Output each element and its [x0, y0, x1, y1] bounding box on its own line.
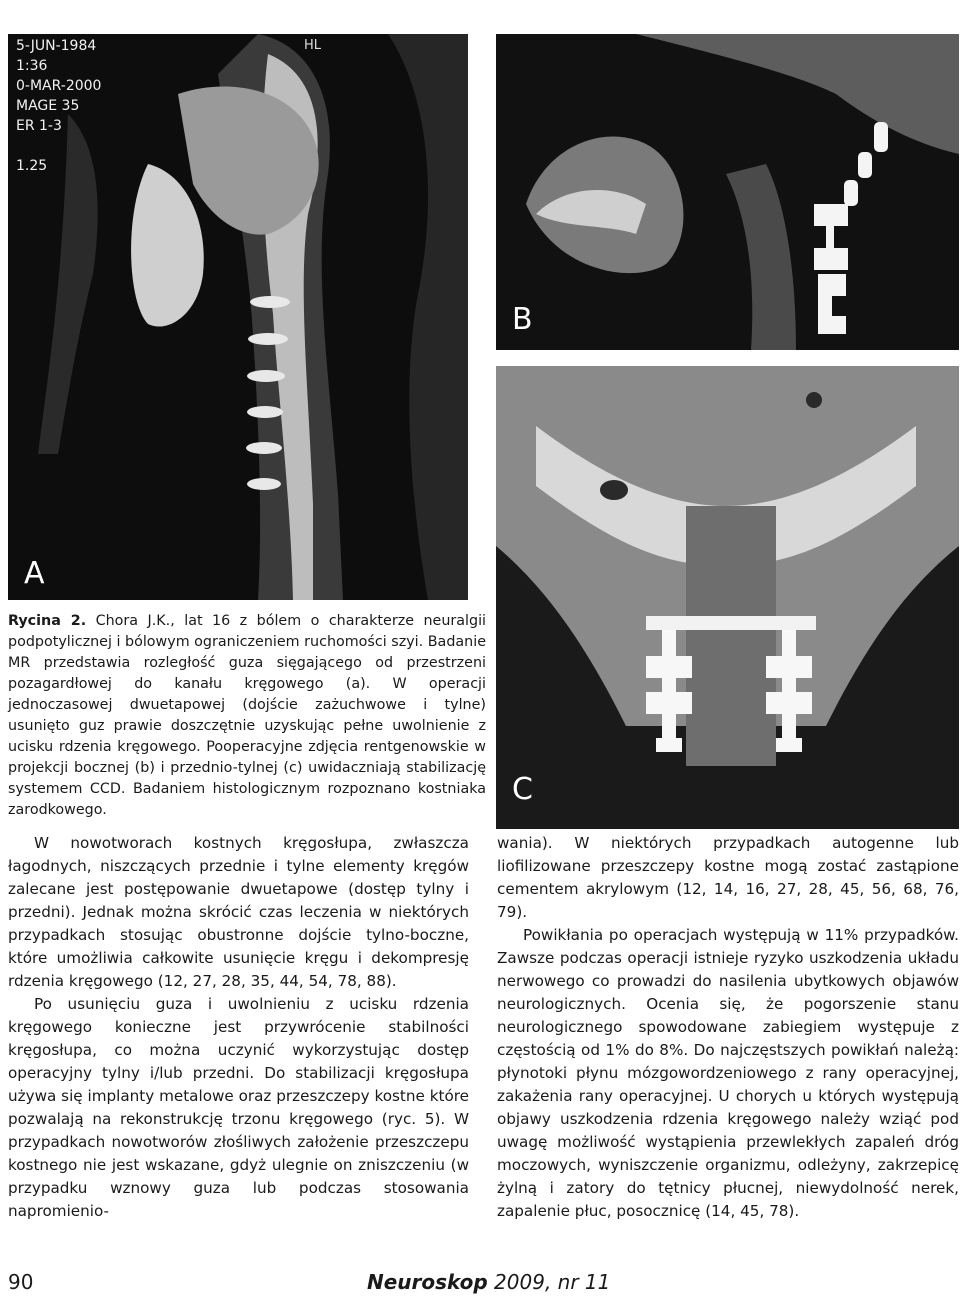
figure-caption [8, 611, 486, 821]
paragraph: wania). W niektórych przypadkach autogenne lub liofilizowane przeszczepy kostne mogą zostać zastąpione cementem akrylowym (12, 14, 16, 27, 28, 45, 56, 68, 76, 79). [497, 834, 959, 921]
paragraph: Po usunięciu guza i uwolnieniu z ucisku rdzenia kręgowego konieczne jest przywrócenie stabilności kręgosłupa, co można uczynić wykorzystując dostęp operacyjny tylny i/lub przedni. Do stabilizacji kręgosłupa używa się implanty metalowe oraz przeszczepy kostne które pozwalają na rekonstrukcję trzonu kręgowego (ryc. 5). W przypadkach nowotworów złośliwych założenie przeszczepu kostnego nie jest wskazane, gdyż ulegnie on zniszczeniu (w przypadku wznowy guza lub podczas stosowania napromienio- [8, 995, 469, 1220]
caption-lead: Rycina 2. [8, 613, 87, 629]
mri-overlay-corner-text: HL [304, 38, 322, 53]
panel-label-b: B [512, 302, 533, 337]
mri-overlay-text: 5-JUN-1984 1:36 0-MAR-2000 MAGE 35 ER 1-3 1.25 [16, 38, 102, 174]
paragraph: Powikłania po operacjach występują w 11% przypadków. Zawsze podczas operacji istnieje ryzyko uszkodzenia układu nerwowego co prowadzi do nasilenia ubytkowych objawów neurologicznych. Ocenia się, że pogorszenie stanu neurologicznego spowodowane zabiegiem występuje z częstością od 1% do 8%. Do najczęstszych powikłań należą: płynotoki płynu mózgowordzeniowego z rany operacyjnej, zakażenia rany operacyjnej. U chorych u których występują objawy uszkodzenia rdzenia kręgowego należy wziąć pod uwagę możliwość wystąpienia przewlekłych zapaleń dróg moczowych, wyniszczenie organizmu, odleżyny, zakrzepicę żylną i zatory do tętnicy płucnej, niewydolność nerek, zapalenie płuc, posocznicę (14, 45, 78). [497, 926, 959, 1220]
right-column [497, 832, 959, 1223]
journal-footer [367, 1270, 610, 1294]
xray-lateral-illustration [496, 34, 959, 350]
journal-name: Neuroskop [367, 1270, 488, 1294]
paragraph: W nowotworach kostnych kręgosłupa, zwłaszcza łagodnych, niszczących przednie i tylne elementy kręgów zalecane jest postępowanie dwuetapowe (dostęp tylny i przedni). Jednak można skrócić czas leczenia w niektórych przypadkach stosując obustronne dojście tylno-boczne, które umożliwia całkowite usunięcie kręgu i dekompresję rdzenia kręgowego (12, 27, 28, 35, 44, 54, 78, 88). [8, 834, 469, 990]
left-column [8, 832, 469, 1223]
journal-issue: 2009, nr 11 [487, 1270, 611, 1294]
mri-image-panel-a [8, 34, 468, 600]
panel-label-c: C [512, 772, 533, 807]
panel-label-a: A [24, 556, 45, 591]
caption-body: Chora J.K., lat 16 z bólem o charakterze neuralgii podpotylicznej i bólowym ograniczeniem ruchomości szyi. Badanie MR przedstawia rozległość guza sięgającego od przestrzeni pozagardłowej do kanału kręgowego (a). W operacji jednoczasowej dwuetapowej (dojście zażuchwowe i tylne) usunięto guz prawie doszczętnie uzyskując pełne uwolnienie z ucisku rdzenia kręgowego. Pooperacyjne zdjęcia rentgenowskie w projekcji bocznej (b) i przednio-tylnej (c) uwidaczniają stabilizację systemem CCD. Badaniem histologicznym rozpoznano kostniaka zarodkowego. [8, 613, 487, 818]
page-number: 90 [8, 1270, 34, 1294]
xray-ap-illustration [496, 366, 959, 829]
xray-ap-panel-c [496, 366, 959, 829]
xray-lateral-panel-b [496, 34, 959, 350]
